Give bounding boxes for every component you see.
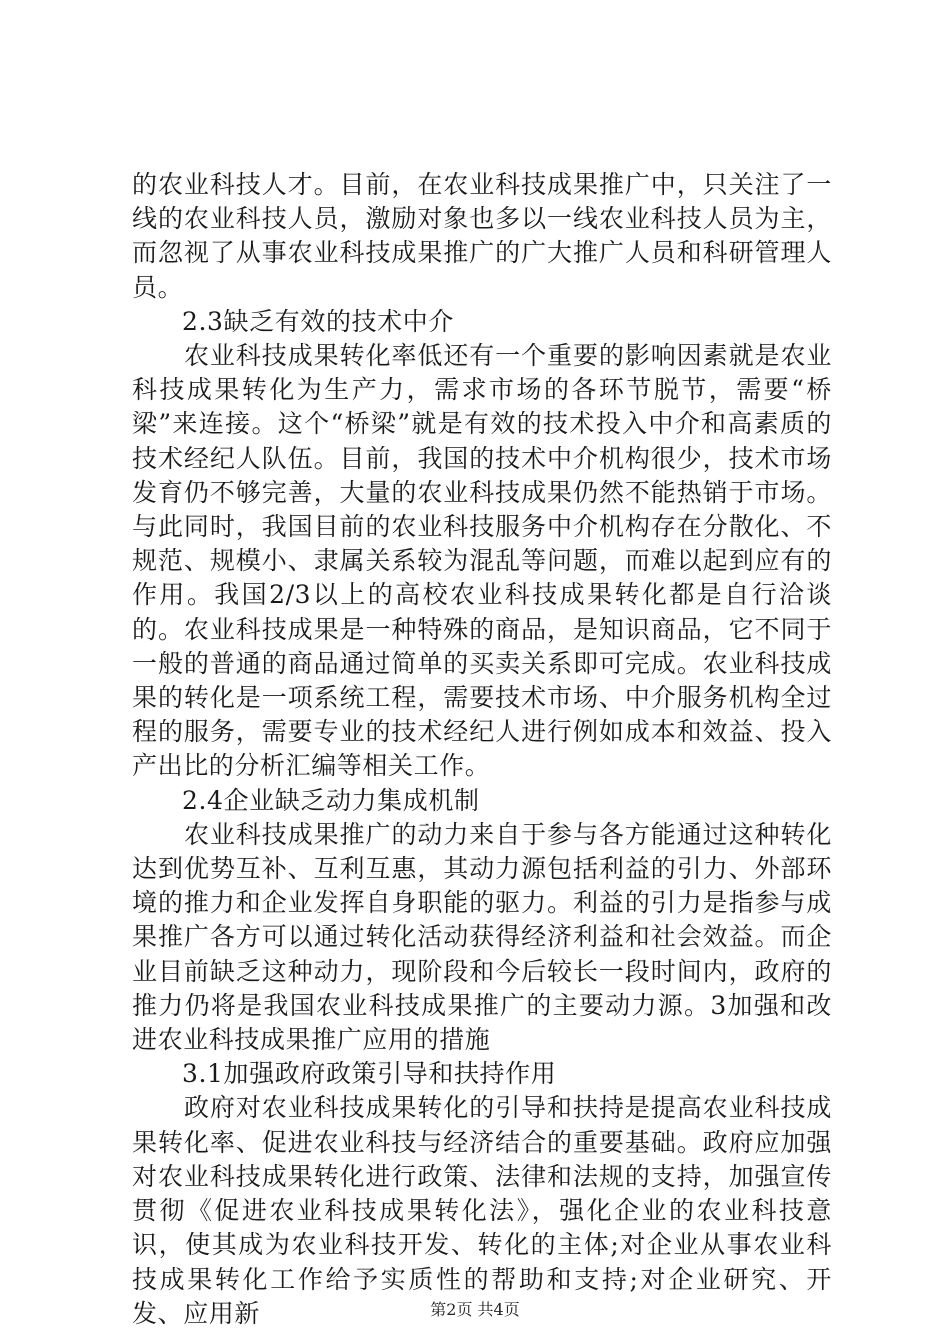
section-heading-3-1: 3.1加强政府政策引导和扶持作用 (182, 1059, 557, 1089)
document-body (132, 168, 832, 1331)
section-heading-2-4: 2.4企业缺乏动力集成机制 (182, 785, 480, 815)
paragraph-technical-intermediary: 农业科技成果转化率低还有一个重要的影响因素就是农业科技成果转化为生产力，需求市场的各环节脱节，需要“桥梁”来连接。这个“桥梁”就是有效的技术投入中介和高素质的技术经纪人队伍。目前，我国的技术中介机构很少，技术市场发育仍不够完善，大量的农业科技成果仍然不能热销于市场。与此同时，我国目前的农业科技服务中介机构存在分散化、不规范、规模小、隶属关系较为混乱等问题，而难以起到应有的作用。我国2/3以上的高校农业科技成果转化都是自行洽谈的。农业科技成果是一种特殊的商品，是知识商品，它不同于一般的普通的商品通过简单的买卖关系即可完成。农业科技成果的转化是一项系统工程，需要技术市场、中介服务机构全过程的服务，需要专业的技术经纪人进行例如成本和效益、投入产出比的分析汇编等相关工作。 (132, 341, 832, 781)
page-number-label: 第2页 共4页 (430, 1300, 520, 1319)
paragraph-enterprise-motivation: 农业科技成果推广的动力来自于参与各方能通过这种转化达到优势互补、互利互惠，其动力源包括利益的引力、外部环境的推力和企业发挥自身职能的驱力。利益的引力是指参与成果推广各方可以通过转化活动获得经济利益和社会效益。而企业目前缺乏这种动力，现阶段和今后较长一段时间内，政府的推力仍将是我国农业科技成果推广的主要动力源。3加强和改进农业科技成果推广应用的措施 (132, 819, 832, 1055)
section-heading-2-3: 2.3缺乏有效的技术中介 (182, 306, 454, 336)
paragraph-intro-continuation: 的农业科技人才。目前，在农业科技成果推广中，只关注了一线的农业科技人员，激励对象也多以一线农业科技人员为主，而忽视了从事农业科技成果推广的广大推广人员和科研管理人员。 (132, 170, 832, 302)
page-footer (0, 1300, 950, 1320)
paragraph-government-policy: 政府对农业科技成果转化的引导和扶持是提高农业科技成果转化率、促进农业科技与经济结合的重要基础。政府应加强对农业科技成果转化进行政策、法律和法规的支持，加强宣传贯彻《促进农业科技成果转化法》，强化企业的农业科技意识，使其成为农业科技开发、转化的主体;对企业从事农业科技成果转化工作给予实质性的帮助和支持;对企业研究、开发、应用新 (132, 1093, 832, 1328)
